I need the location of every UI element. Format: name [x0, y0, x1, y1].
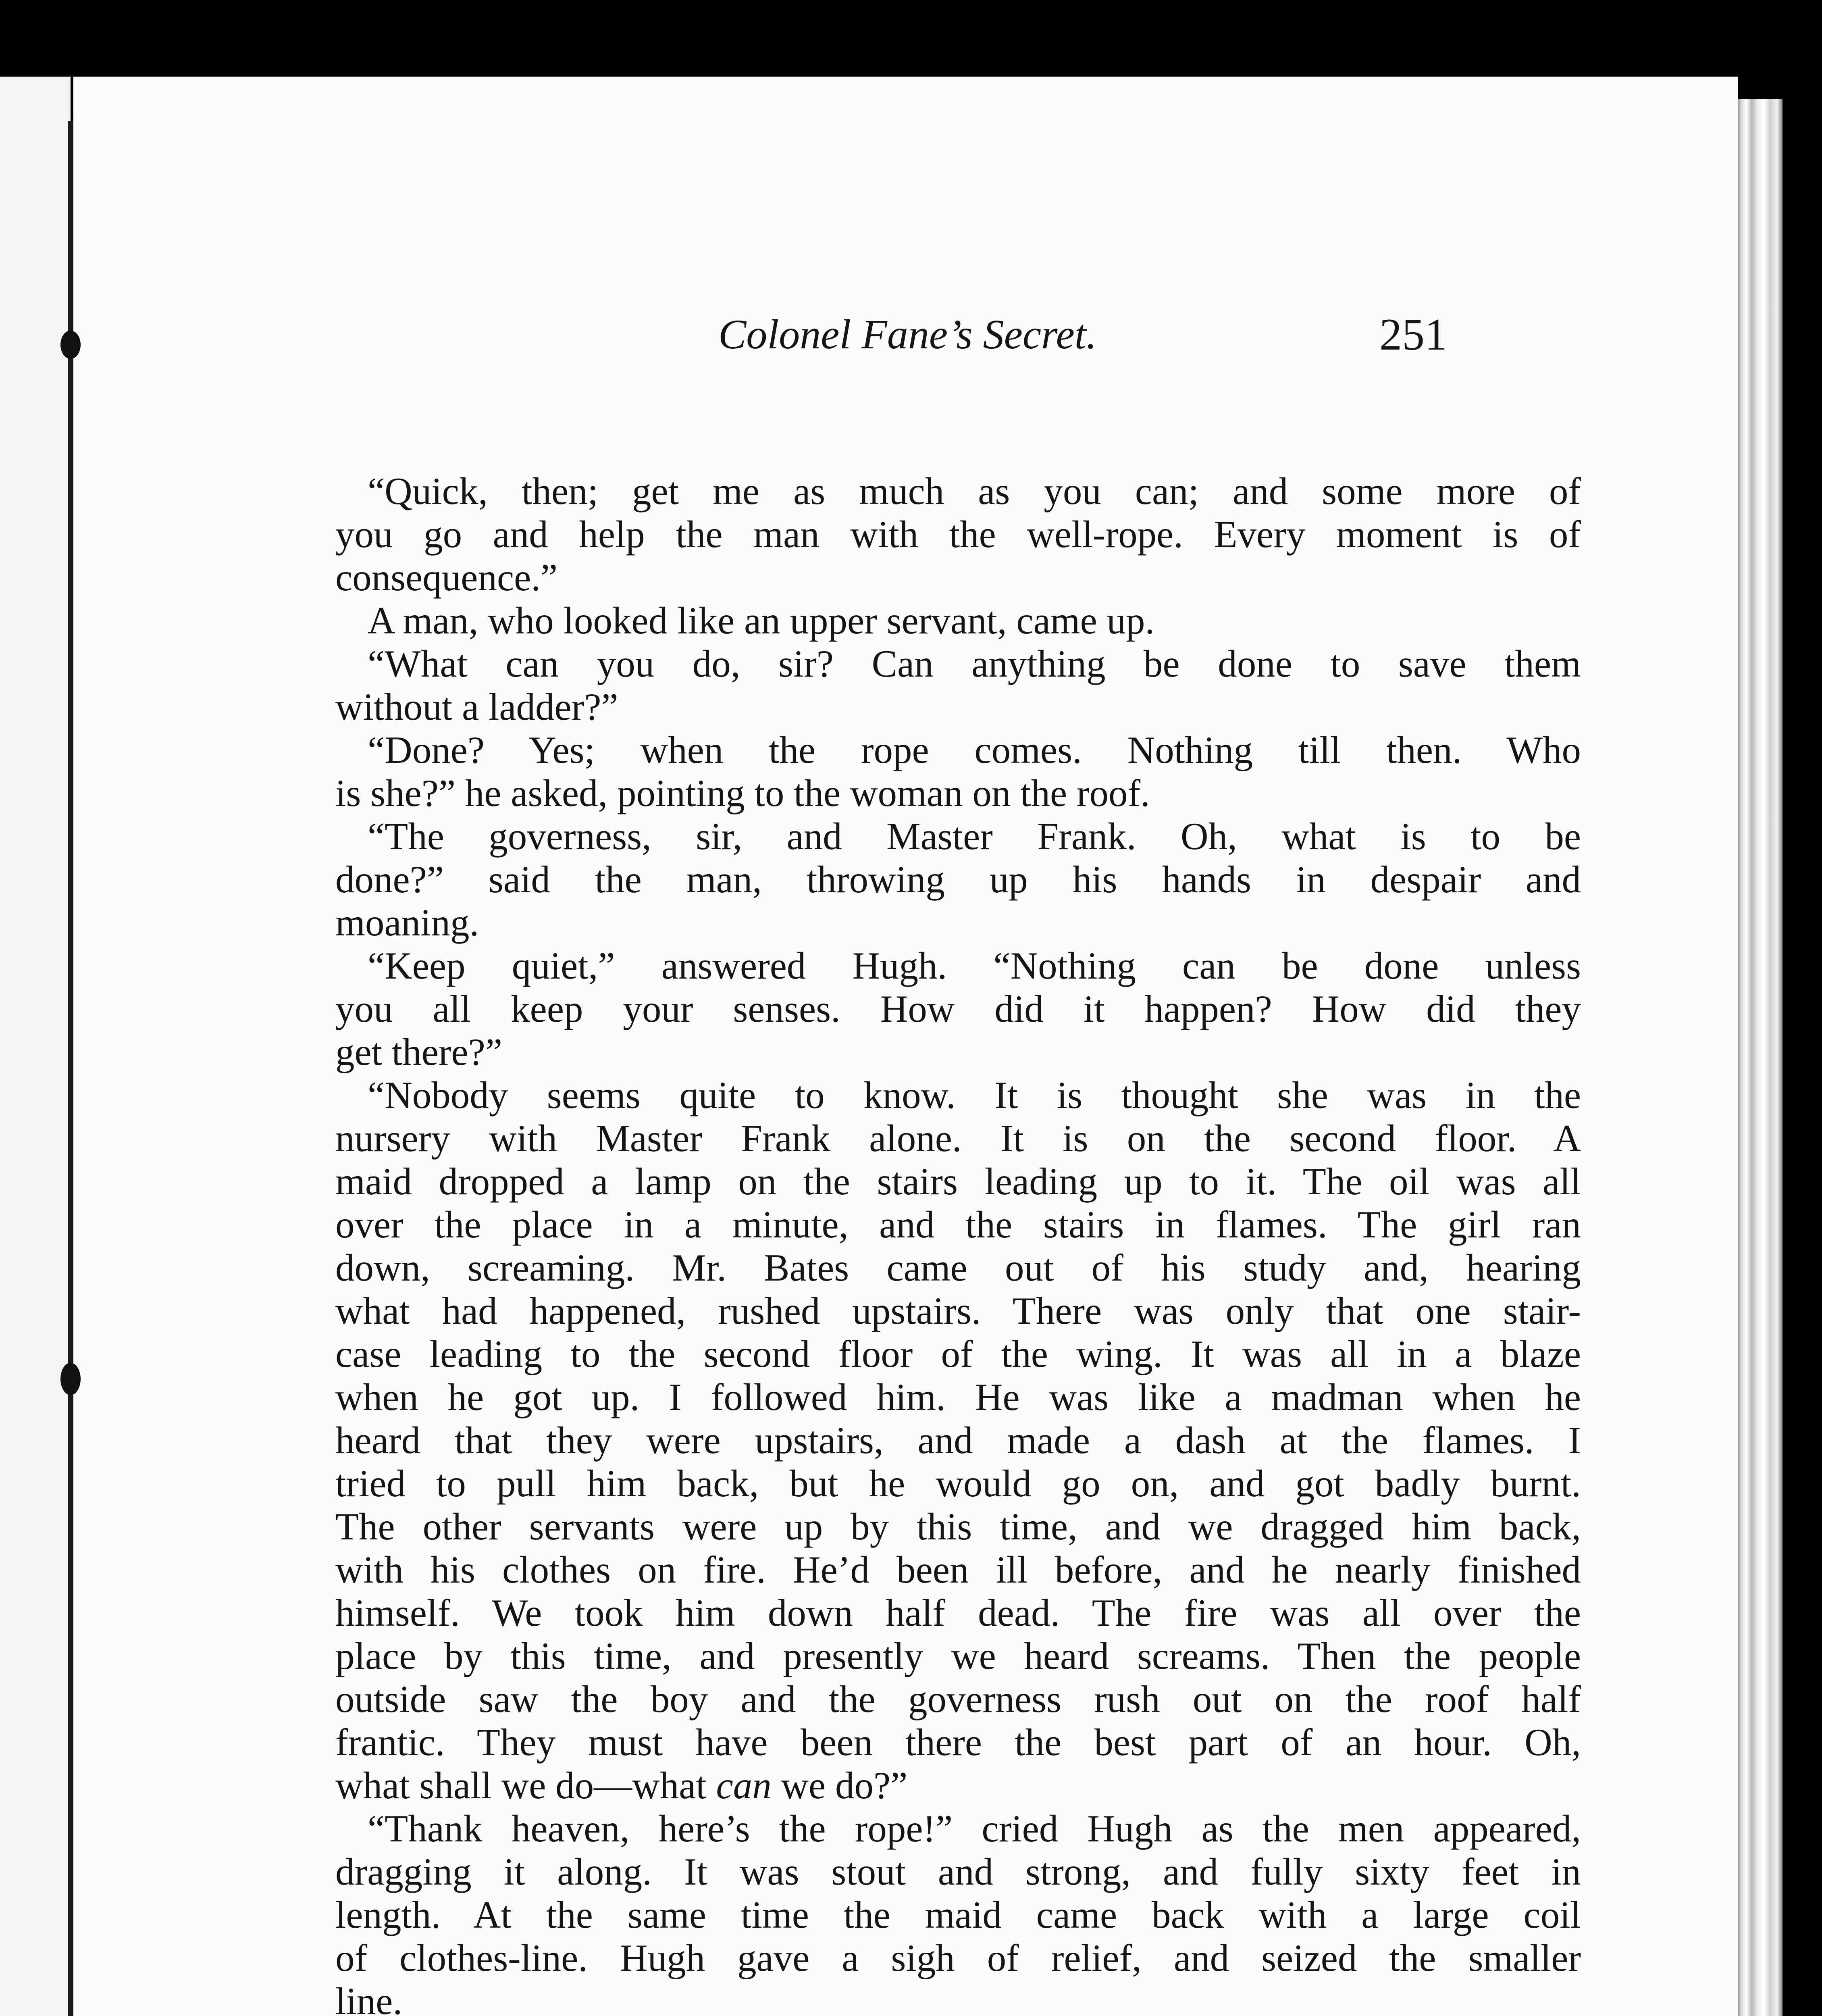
text-line-content: what had happened, rushed upstairs. There was only that one stair- — [335, 1289, 1581, 1332]
text-line — [335, 1117, 1581, 1160]
text-line — [335, 1980, 1581, 2016]
text-line — [335, 1203, 1581, 1246]
text-line — [335, 1333, 1581, 1376]
text-line — [335, 1505, 1581, 1548]
body-text — [335, 470, 1581, 2016]
book-page — [73, 77, 1738, 2016]
text-line — [335, 987, 1581, 1031]
text-line — [335, 470, 1581, 513]
text-line-content: you all keep your senses. How did it happen? How did they — [335, 987, 1581, 1030]
text-line-content: A man, who looked like an upper servant, came up. — [368, 599, 1155, 642]
text-line-content: what shall we do—what — [335, 1764, 716, 1807]
text-line — [335, 1376, 1581, 1419]
text-line-content: case leading to the second floor of the wing. It was all in a blaze — [335, 1333, 1581, 1375]
text-line-content: “Thank heaven, here’s the rope!” cried Hugh as the men appeared, — [368, 1807, 1581, 1850]
text-line-content: dragging it along. It was stout and strong, and fully sixty feet in — [335, 1850, 1581, 1893]
text-line — [335, 1031, 1581, 1074]
text-line — [335, 1678, 1581, 1721]
text-line-content: down, screaming. Mr. Bates came out of his study and, hearing — [335, 1246, 1581, 1289]
text-line-content: “What can you do, sir? Can anything be done to save them — [368, 642, 1581, 685]
text-line-content: frantic. They must have been there the best part of an hour. Oh, — [335, 1721, 1581, 1764]
running-title: Colonel Fane’s Secret. — [718, 311, 1097, 358]
text-line-content: without a ladder?” — [335, 685, 618, 728]
text-line — [335, 1591, 1581, 1635]
text-line-content: line. — [335, 1980, 403, 2016]
text-line — [335, 1721, 1581, 1764]
text-line — [335, 1893, 1581, 1937]
text-line — [335, 1419, 1581, 1462]
text-line-content: The other servants were up by this time, and we dragged him back, — [335, 1505, 1581, 1548]
text-line-content: you go and help the man with the well-rope. Every moment is of — [335, 513, 1581, 556]
text-line — [335, 1462, 1581, 1505]
text-line-content: outside saw the boy and the governess rush out on the roof half — [335, 1678, 1581, 1720]
text-line-content: done?” said the man, throwing up his hands in despair and — [335, 858, 1581, 901]
binding-mark — [60, 331, 81, 359]
text-line-continuation: we do?” — [771, 1764, 908, 1807]
binding-mark — [60, 1363, 81, 1395]
text-line-content: “The governess, sir, and Master Frank. Oh, what is to be — [368, 815, 1581, 858]
running-head — [73, 302, 1738, 367]
text-line-content: consequence.” — [335, 556, 558, 599]
text-line — [335, 1289, 1581, 1333]
text-line-content: length. At the same time the maid came back with a large coil — [335, 1893, 1581, 1936]
text-line-content: of clothes-line. Hugh gave a sigh of relief, and seized the smaller — [335, 1937, 1581, 1979]
text-line-content: with his clothes on fire. He’d been ill before, and he nearly finished — [335, 1548, 1581, 1591]
text-line — [335, 1160, 1581, 1203]
text-line — [335, 1764, 1581, 1807]
text-line — [335, 642, 1581, 685]
text-line — [335, 599, 1581, 642]
text-line — [335, 729, 1581, 772]
text-line-content: is she?” he asked, pointing to the woman on the roof. — [335, 772, 1150, 814]
text-line — [335, 1937, 1581, 1980]
text-line — [335, 1246, 1581, 1289]
text-line — [335, 772, 1581, 815]
text-line-content: maid dropped a lamp on the stairs leading up to it. The oil was all — [335, 1160, 1581, 1203]
text-line-content: place by this time, and presently we heard screams. Then the people — [335, 1635, 1581, 1677]
text-line — [335, 1074, 1581, 1117]
text-line-content: “Done? Yes; when the rope comes. Nothing till then. Who — [368, 729, 1581, 771]
text-line — [335, 1807, 1581, 1850]
text-line-content: moaning. — [335, 901, 479, 944]
book-binding — [68, 121, 73, 2016]
text-line — [335, 1548, 1581, 1591]
page-number: 251 — [1379, 310, 1447, 360]
text-line-content: “Keep quiet,” answered Hugh. “Nothing can be done unless — [368, 944, 1581, 987]
text-line — [335, 1635, 1581, 1678]
text-line — [335, 815, 1581, 858]
text-line-content: over the place in a minute, and the stairs in flames. The girl ran — [335, 1203, 1581, 1246]
text-line-content: “Quick, then; get me as much as you can; and some more of — [368, 470, 1581, 512]
text-line-content: nursery with Master Frank alone. It is on the second floor. A — [335, 1117, 1581, 1160]
facing-page-edge — [0, 77, 71, 2016]
text-line-content: tried to pull him back, but he would go on, and got badly burnt. — [335, 1462, 1581, 1505]
text-line-content: heard that they were upstairs, and made a dash at the flames. I — [335, 1419, 1581, 1462]
text-line — [335, 901, 1581, 944]
text-line-content: himself. We took him down half dead. The fire was all over the — [335, 1591, 1581, 1634]
text-line — [335, 556, 1581, 599]
text-line-content: “Nobody seems quite to know. It is thought she was in the — [368, 1074, 1581, 1116]
text-line-content: get there?” — [335, 1031, 503, 1073]
text-line — [335, 944, 1581, 987]
text-line — [335, 513, 1581, 556]
text-line — [335, 685, 1581, 729]
page-stack-edge — [1738, 99, 1782, 2016]
emphasized-word: can — [716, 1764, 772, 1807]
text-line — [335, 1850, 1581, 1893]
text-line — [335, 858, 1581, 901]
text-line-content: when he got up. I followed him. He was like a madman when he — [335, 1376, 1581, 1418]
